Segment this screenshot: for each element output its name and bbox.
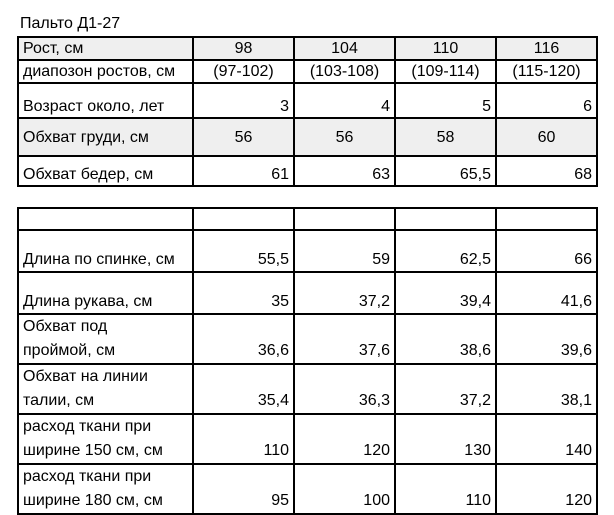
cell-value: 62,5	[395, 230, 496, 272]
row-label-line: талии, см	[23, 392, 95, 409]
row-label: Возраст около, лет	[18, 83, 193, 118]
row-label-line: ширине 180 см, см	[23, 492, 163, 509]
cell-value: 59	[294, 230, 395, 272]
cell-value: 55,5	[193, 230, 294, 272]
cell-value: 36,6	[193, 314, 294, 364]
row-label-line: расход ткани при	[23, 418, 152, 435]
cell-value: 130	[395, 414, 496, 464]
empty-cell	[193, 208, 294, 230]
cell-value: 39,4	[395, 272, 496, 314]
row-label	[18, 364, 193, 414]
row-label-line: расход ткани при	[23, 468, 152, 485]
table-row-waist	[18, 364, 597, 414]
cell-value: 104	[294, 37, 395, 60]
cell-value: 100	[294, 464, 395, 514]
row-label: Длина рукава, см	[18, 272, 193, 314]
table-row-height-range	[18, 60, 597, 83]
cell-value: 37,2	[294, 272, 395, 314]
table-row-hip	[18, 156, 597, 186]
cell-value: 110	[395, 464, 496, 514]
cell-value: 65,5	[395, 156, 496, 186]
cell-value: 5	[395, 83, 496, 118]
cell-value: 61	[193, 156, 294, 186]
cell-value: 63	[294, 156, 395, 186]
row-label: Обхват бедер, см	[18, 156, 193, 186]
empty-cell	[294, 208, 395, 230]
row-label-line: Обхват на линии	[23, 368, 148, 385]
empty-cell	[395, 208, 496, 230]
cell-value: (109-114)	[395, 60, 496, 83]
cell-value: 36,3	[294, 364, 395, 414]
empty-cell	[496, 208, 597, 230]
cell-value: 41,6	[496, 272, 597, 314]
row-label: диапозон ростов, см	[18, 60, 193, 83]
cell-value: 58	[395, 118, 496, 156]
cell-value: 120	[496, 464, 597, 514]
cell-value: 3	[193, 83, 294, 118]
table-row-height	[18, 37, 597, 60]
table-row-empty	[18, 208, 597, 230]
cell-value: (97-102)	[193, 60, 294, 83]
cell-value: 120	[294, 414, 395, 464]
measurements-table	[17, 207, 598, 515]
cell-value: (115-120)	[496, 60, 597, 83]
cell-value: 60	[496, 118, 597, 156]
cell-value: 35	[193, 272, 294, 314]
table-row-back-length	[18, 230, 597, 272]
cell-value: 39,6	[496, 314, 597, 364]
cell-value: 56	[294, 118, 395, 156]
table-row-fabric-150	[18, 414, 597, 464]
cell-value: 140	[496, 414, 597, 464]
row-label	[18, 314, 193, 364]
size-table	[17, 36, 598, 187]
table-row-age	[18, 83, 597, 118]
cell-value: 38,6	[395, 314, 496, 364]
cell-value: 6	[496, 83, 597, 118]
row-label-line: ширине 150 см, см	[23, 442, 163, 459]
cell-value: 68	[496, 156, 597, 186]
cell-value: 38,1	[496, 364, 597, 414]
cell-value: 4	[294, 83, 395, 118]
row-label	[18, 414, 193, 464]
row-label-line: проймой, см	[23, 342, 116, 359]
cell-value: 66	[496, 230, 597, 272]
cell-value: 116	[496, 37, 597, 60]
row-label: Обхват груди, см	[18, 118, 193, 156]
cell-value: 37,6	[294, 314, 395, 364]
page-title: Пальто Д1-27	[20, 15, 121, 32]
cell-value: 56	[193, 118, 294, 156]
table-row-chest	[18, 118, 597, 156]
cell-value: 95	[193, 464, 294, 514]
cell-value: 35,4	[193, 364, 294, 414]
cell-value: 98	[193, 37, 294, 60]
row-label-line: Обхват под	[23, 318, 108, 335]
table-row-armhole	[18, 314, 597, 364]
empty-cell	[18, 208, 193, 230]
cell-value: (103-108)	[294, 60, 395, 83]
cell-value: 37,2	[395, 364, 496, 414]
row-label: Длина по спинке, см	[18, 230, 193, 272]
row-label: Рост, см	[18, 37, 193, 60]
table-row-sleeve-length	[18, 272, 597, 314]
cell-value: 110	[395, 37, 496, 60]
cell-value: 110	[193, 414, 294, 464]
